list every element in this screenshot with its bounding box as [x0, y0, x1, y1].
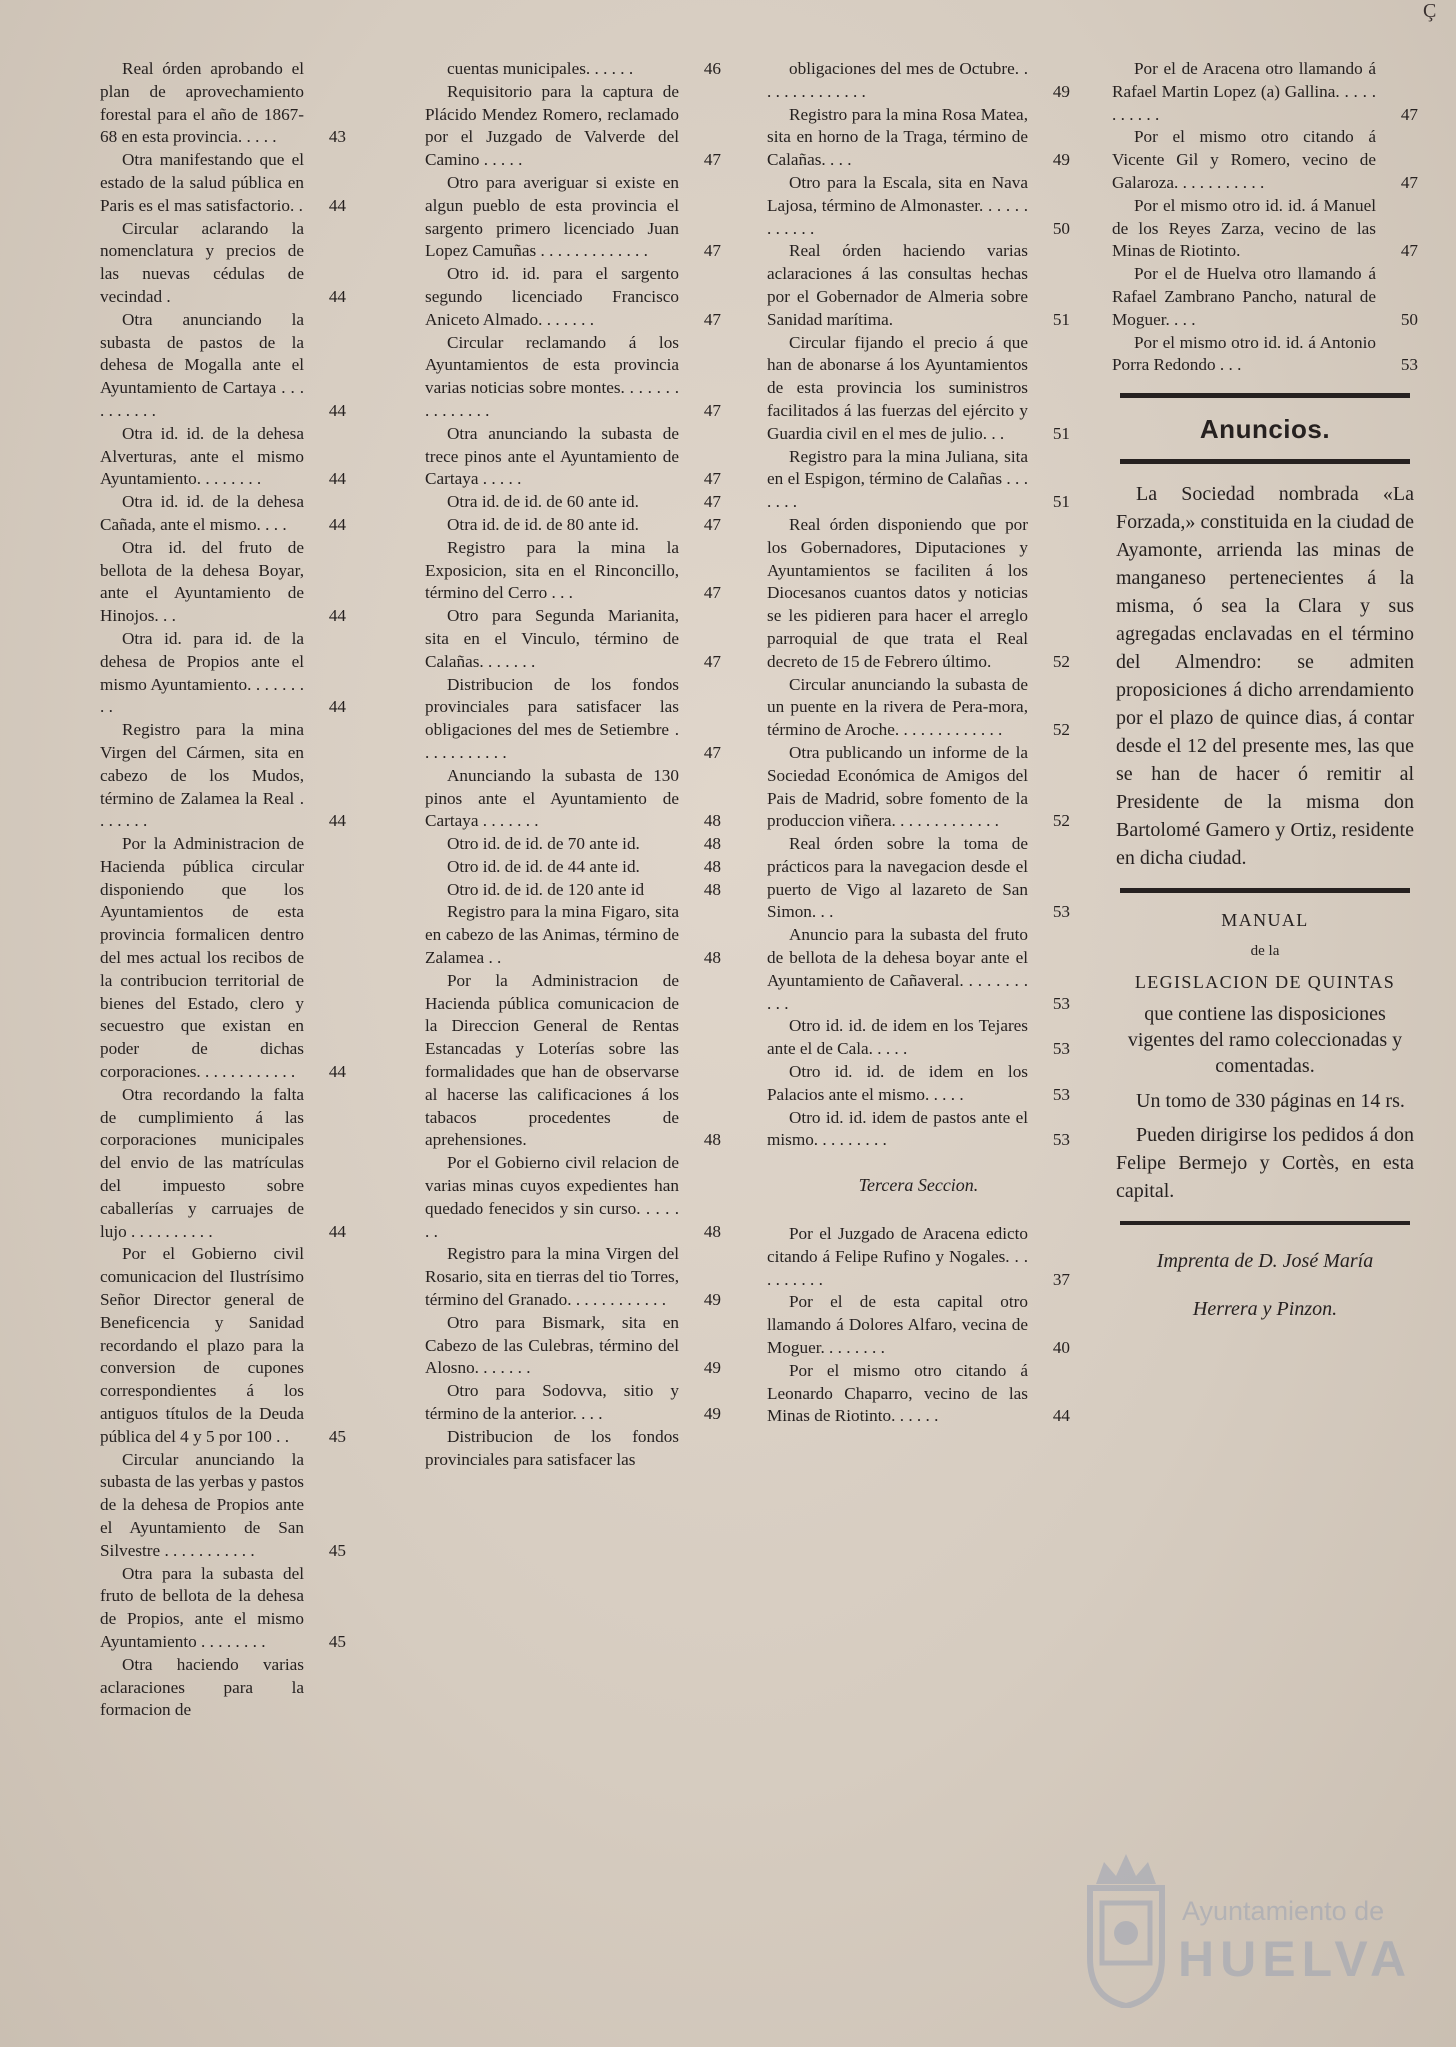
index-entry [1112, 195, 1418, 263]
divider [1120, 888, 1410, 893]
index-entry [767, 172, 1070, 240]
divider [1120, 1221, 1410, 1225]
entry-text: Otro id. de id. de 120 ante id [447, 879, 645, 899]
entry-page-number: 49 [703, 1358, 721, 1378]
section-title: Tercera Seccion. [858, 1175, 979, 1196]
entry-text: Por el mismo otro citando á Vicente Gil y Romero, vecino de Galaroza. . . . . . . . . . . [1112, 127, 1376, 192]
entry-text: cuentas municipales. . . . . . [447, 59, 634, 78]
entry-page-number: 47 [703, 469, 721, 489]
entry-text: Otro id. de id. de 44 ante id. [447, 856, 640, 876]
index-entry [767, 1291, 1070, 1359]
entry-page-number: 45 [328, 1426, 346, 1446]
entry-text: Otra anunciando la subasta de trece pinos ante el Ayuntamiento de Cartaya . . . . . [425, 423, 679, 489]
index-entry [425, 423, 721, 491]
index-entry [1112, 332, 1418, 378]
entry-page-number: 49 [1052, 81, 1070, 101]
entry-page-number: 45 [328, 1540, 346, 1560]
entry-page-number: 46 [703, 59, 721, 78]
entry-text: Otro para averiguar si existe en algun pueblo de esta provincia el sargento primero licenciado Juan Lopez Camuñas . . . . . . . . . . . . . [425, 172, 679, 261]
index-entry [425, 901, 721, 969]
index-entry [767, 833, 1070, 924]
index-entry [425, 263, 721, 331]
divider [1120, 459, 1410, 464]
manual-orders: Pueden dirigirse los pedidos á don Felipe Bermejo y Cortès, en esta capital. [1116, 1124, 1414, 1203]
entry-text: Requisitorio para la captura de Plácido Mendez Romero, reclamado por el Juzgado de Valverde del Camino . . . . . [425, 81, 679, 170]
entry-page-number: 51 [1052, 309, 1070, 329]
index-entry [425, 879, 721, 902]
entry-page-number: 44 [328, 1221, 346, 1241]
entry-text: Otro id. id. de idem en los Palacios ante el mismo. . . . . [767, 1062, 1028, 1104]
index-entry [767, 58, 1070, 104]
entry-text: Otra manifestando que el estado de la salud pública en Paris es el mas satisfactorio. . [100, 150, 304, 215]
entry-text: Registro para la mina la Exposicion, sita en el Rinconcillo, término del Cerro . . . [425, 537, 679, 603]
entry-page-number: 50 [1052, 218, 1070, 238]
index-entry [100, 719, 346, 833]
entry-page-number: 44 [328, 400, 346, 420]
index-entry [767, 332, 1070, 446]
anuncios-heading: Anuncios. [1199, 414, 1331, 445]
index-entry [767, 1061, 1070, 1107]
entry-page-number: 44 [328, 195, 346, 215]
entry-text: Por el de Aracena otro llamando á Rafael Martin Lopez (a) Gallina. . . . . . . . . . . [1112, 59, 1376, 124]
index-entry [767, 674, 1070, 742]
index-entry [425, 970, 721, 1152]
entry-page-number: 44 [328, 606, 346, 626]
entry-text: Circular anunciando la subasta de un puente en la rivera de Pera-mora, término de Aroche. . . . . . . . . . . . . [767, 674, 1028, 740]
index-entry [767, 514, 1070, 674]
entry-text: Por la Administracion de Hacienda pública comunicacion de la Direccion General de Rentas Estancadas y Loterías sobre las formalidades que han de observarse al hacerse las calificaciones á los tabacos procedentes de aprehensiones. [425, 970, 679, 1150]
entry-page-number: 53 [1052, 902, 1070, 922]
entry-page-number: 40 [1052, 1338, 1070, 1358]
imprenta-line-1: Imprenta de D. José María [1156, 1250, 1374, 1273]
entry-page-number: 50 [1400, 309, 1418, 329]
entry-page-number: 52 [1052, 720, 1070, 740]
entry-page-number: 51 [1052, 492, 1070, 512]
index-column-4 [1112, 58, 1418, 1329]
entry-text: Otro id. id. de idem en los Tejares ante el de Cala. . . . . [767, 1016, 1028, 1059]
index-entry [100, 833, 346, 1084]
entry-text: Circular reclamando á los Ayuntamientos de esta provincia varias noticias sobre montes. . . . . . . . . . . . . . . [425, 332, 679, 420]
index-entry [425, 58, 721, 81]
index-column-3 [767, 58, 1070, 1428]
entry-text: Otra id. de id. de 60 ante id. [447, 492, 639, 512]
entry-text: Otro id. id. para el sargento segundo licenciado Francisco Aniceto Almado. . . . . . . [425, 264, 679, 329]
index-entry [100, 1084, 346, 1244]
index-entry [425, 81, 721, 172]
anuncio-text: La Sociedad nombrada «La Forzada,» constituida en la ciudad de Ayamonte, arrienda las minas de manganeso pertenecientes á la misma, ó sea la Clara y sus agregadas enclavadas en el término del Almendro: se admiten proposiciones á dicho arrendamiento por el plazo de quince dias, á contar desde el 12 del presente mes, las que se han de hacer ó remitir al Presidente de la misma don Bartolomé Gamero y Ortiz, residente en dicha ciudad. [1116, 482, 1414, 869]
index-entry [425, 332, 721, 423]
entry-page-number: 47 [1400, 104, 1418, 124]
entry-page-number: 48 [703, 856, 721, 876]
entry-page-number: 47 [703, 309, 721, 329]
imprenta-line-2: Herrera y Pinzon. [1192, 1298, 1338, 1321]
watermark-line-2: HUELVA [1178, 1931, 1413, 1987]
entry-text: Registro para la mina Figaro, sita en cabezo de las Animas, término de Zalamea . . [425, 902, 679, 968]
entry-text: Otro para la Escala, sita en Nava Lajosa, término de Almonaster. . . . . . . . . . . . [767, 172, 1028, 238]
entry-page-number: 52 [1052, 811, 1070, 831]
entry-text: Por la Administracion de Hacienda pública circular disponiendo que los Ayuntamientos de esta provincia formalicen dentro del mes actual los recibos de la contribucion territorial de bienes del Estado, clero y secuestro que existan en poder de dichas corporaciones. . . . . . . . . . . . [100, 834, 304, 1082]
entry-page-number: 53 [1052, 1084, 1070, 1104]
entry-text: Circular aclarando la nomenclatura y precios de las nuevas cédulas de vecindad . [100, 218, 304, 306]
entry-text: Otro id. de id. de 70 ante id. [447, 834, 640, 854]
col3-entries-after [767, 1223, 1070, 1428]
entry-text: Otra anunciando la subasta de pastos de la dehesa de Mogalla ante el Ayuntamiento de Cartaya . . . . . . . . . . [100, 309, 304, 420]
index-entry [100, 149, 346, 217]
index-column-2 [425, 58, 721, 1471]
index-entry [425, 833, 721, 856]
entry-page-number: 37 [1052, 1269, 1070, 1289]
index-entry [425, 491, 721, 514]
entry-text: Otro para Segunda Marianita, sita en el Vinculo, término de Calañas. . . . . . . [425, 606, 679, 671]
index-entry [100, 537, 346, 628]
entry-page-number: 52 [1052, 651, 1070, 671]
entry-text: Otro para Sodovva, sitio y término de la anterior. . . . [425, 1381, 679, 1424]
index-entry [425, 1243, 721, 1311]
index-entry [100, 1449, 346, 1563]
entry-page-number: 47 [703, 492, 721, 512]
index-entry [425, 1152, 721, 1243]
index-entry [1112, 58, 1418, 126]
col3-entries [767, 58, 1070, 1152]
index-entry [425, 856, 721, 879]
entry-page-number: 44 [328, 697, 346, 717]
index-entry [767, 1015, 1070, 1061]
entry-page-number: 48 [703, 1130, 721, 1150]
divider [1120, 393, 1410, 398]
entry-page-number: 47 [1400, 172, 1418, 192]
index-entry [767, 742, 1070, 833]
index-entry [100, 1563, 346, 1654]
entry-text: Por el Gobierno civil comunicacion del Ilustrísimo Señor Director general de Beneficencia y Sanidad recordando el plazo para la conversion de cupones correspondientes á los antiguos títulos de la Deuda pública del 4 y 5 por 100 . . [100, 1244, 304, 1446]
entry-page-number: 48 [703, 1221, 721, 1241]
entry-page-number: 43 [328, 127, 346, 147]
entry-page-number: 44 [328, 811, 346, 831]
index-entry [425, 765, 721, 833]
entry-text: Otra publicando un informe de la Sociedad Económica de Amigos del Pais de Madrid, sobre fomento de la produccion viñera. . . . . . . . . . . . . [767, 742, 1028, 831]
entry-page-number: 51 [1052, 423, 1070, 443]
entry-text: Otro para Bismark, sita en Cabezo de las Culebras, término del Alosno. . . . . . . [425, 1312, 679, 1378]
entry-text: Registro para la mina Juliana, sita en el Espigon, término de Calañas . . . . . . . [767, 446, 1028, 512]
entry-text: Por el de esta capital otro llamando á Dolores Alfaro, vecina de Moguer. . . . . . . . [767, 1292, 1028, 1358]
entry-text: Circular anunciando la subasta de las yerbas y pastos de la dehesa de Propios ante el Ayuntamiento de San Silvestre . . . . . . . . . . . [100, 1449, 304, 1560]
col4-entries [1112, 58, 1418, 377]
manual-price: Un tomo de 330 páginas en 14 rs. [1136, 1090, 1405, 1113]
entry-page-number: 47 [703, 400, 721, 420]
index-entry [425, 1426, 721, 1472]
entry-page-number: 48 [703, 948, 721, 968]
entry-text: Otra id. id. de la dehesa Alverturas, ante el mismo Ayuntamiento. . . . . . . . [100, 423, 304, 489]
entry-text: Circular fijando el precio á que han de abonarse á los Ayuntamientos de esta provincia los suministros facilitados á las fuerzas del ejército y Guardia civil en el mes de julio. . . [767, 332, 1028, 443]
entry-page-number: 47 [703, 742, 721, 762]
entry-text: Distribucion de los fondos provinciales para satisfacer las [425, 1426, 679, 1469]
entry-text: Anuncio para la subasta del fruto de bellota de la dehesa boyar ante el Ayuntamiento de Cañaveral. . . . . . . . . . . [767, 925, 1028, 1013]
entry-page-number: 53 [1052, 1130, 1070, 1150]
entry-text: Por el mismo otro id. id. á Antonio Porra Redondo . . . [1112, 332, 1376, 375]
entry-page-number: 53 [1052, 993, 1070, 1013]
entry-text: Real órden disponiendo que por los Gobernadores, Diputaciones y Ayuntamientos se faciliten á los Diocesanos cuantos datos y noticias se les pidieren para hacer el arreglo parroquial de que trata el Real decreto de 15 de Febrero último. [767, 514, 1028, 671]
index-entry [767, 446, 1070, 514]
index-entry [100, 218, 346, 309]
entry-text: Anunciando la subasta de 130 pinos ante el Ayuntamiento de Cartaya . . . . . . . [425, 765, 679, 831]
manual-description: que contiene las disposiciones vigentes del ramo coleccionadas y comentadas. [1127, 1003, 1403, 1078]
index-column-1 [100, 58, 346, 1722]
index-entry [100, 423, 346, 491]
index-entry [100, 1654, 346, 1722]
entry-page-number: 53 [1400, 355, 1418, 375]
entry-text: Real órden aprobando el plan de aprovechamiento forestal para el año de 1867-68 en esta provincia. . . . . [100, 59, 304, 147]
entry-page-number: 44 [1052, 1406, 1070, 1426]
margin-marker: Ç [1423, 0, 1437, 22]
entry-text: Por el Juzgado de Aracena edicto citando á Felipe Rufino y Nogales. . . . . . . . . . [767, 1224, 1028, 1289]
entry-text: Distribucion de los fondos provinciales para satisfacer las obligaciones del mes de Setiembre . . . . . . . . . . . [425, 674, 679, 762]
index-entry [767, 1223, 1070, 1291]
entry-page-number: 47 [703, 514, 721, 534]
index-entry [767, 1107, 1070, 1153]
entry-page-number: 44 [328, 1062, 346, 1082]
entry-page-number: 44 [328, 469, 346, 489]
entry-page-number: 48 [703, 879, 721, 899]
index-entry [425, 674, 721, 765]
index-entry [767, 240, 1070, 331]
index-entry [100, 628, 346, 719]
index-entry [767, 1360, 1070, 1428]
entry-text: Real órden haciendo varias aclaraciones á las consultas hechas por el Gobernador de Almeria sobre Sanidad marítima. [767, 241, 1028, 329]
entry-text: Otra id. para id. de la dehesa de Propios ante el mismo Ayuntamiento. . . . . . . . . [100, 628, 304, 717]
index-entry [100, 491, 346, 537]
index-entry [425, 514, 721, 537]
entry-page-number: 48 [703, 811, 721, 831]
entry-text: Por el mismo otro citando á Leonardo Chaparro, vecino de las Minas de Riotinto. . . . . . [767, 1360, 1028, 1426]
entry-text: Registro para la mina Virgen del Rosario, sita en tierras del tio Torres, término del Granado. . . . . . . . . . . . [425, 1244, 679, 1310]
entry-text: Otra para la subasta del fruto de bellota de la dehesa de Propios, ante el mismo Ayuntamiento . . . . . . . . [100, 1563, 304, 1651]
entry-page-number: 44 [328, 514, 346, 534]
entry-page-number: 53 [1052, 1039, 1070, 1059]
entry-text: Por el mismo otro id. id. á Manuel de los Reyes Zarza, vecino de las Minas de Riotinto. [1112, 195, 1376, 261]
entry-text: Por el de Huelva otro llamando á Rafael Zambrano Pancho, natural de Moguer. . . . [1112, 264, 1376, 329]
index-entry [767, 104, 1070, 172]
entry-page-number: 49 [703, 1290, 721, 1310]
entry-text: Registro para la mina Virgen del Cármen, sita en cabezo de los Mudos, término de Zalamea la Real . . . . . . . [100, 720, 304, 831]
entry-text: obligaciones del mes de Octubre. . . . . . . . . . . . . . [767, 59, 1028, 101]
watermark-line-1: Ayuntamiento de [1182, 1896, 1385, 1926]
entry-text: Otra id. id. de la dehesa Cañada, ante el mismo. . . . [100, 492, 304, 534]
entry-text: Otro id. id. idem de pastos ante el mismo. . . . . . . . . [767, 1107, 1028, 1150]
manual-title: MANUAL [1221, 909, 1309, 930]
entry-text: Otra recordando la falta de cumplimiento á las corporaciones municipales del envio de las matrículas del impuesto sobre caballerías y carruajes de lujo . . . . . . . . . . [100, 1084, 304, 1241]
index-entry [100, 58, 346, 149]
index-entry [100, 1243, 346, 1448]
index-entry [767, 924, 1070, 1015]
index-entry [425, 1380, 721, 1426]
entry-page-number: 44 [328, 286, 346, 306]
entry-text: Real órden sobre la toma de prácticos para la navegacion desde el puerto de Vigo al lazareto de San Simon. . . [767, 834, 1028, 922]
entry-page-number: 47 [1400, 241, 1418, 261]
entry-page-number: 49 [703, 1404, 721, 1424]
manual-de-la: de la [1250, 942, 1280, 959]
entry-text: Otra id. del fruto de bellota de la dehesa Boyar, ante el Ayuntamiento de Hinojos. . . [100, 537, 304, 626]
entry-text: Registro para la mina Rosa Matea, sita en horno de la Traga, término de Calañas. . . . [767, 104, 1028, 170]
index-entry [1112, 263, 1418, 331]
index-entry [425, 172, 721, 263]
entry-page-number: 49 [1052, 150, 1070, 170]
entry-page-number: 47 [703, 583, 721, 603]
entry-page-number: 47 [703, 150, 721, 170]
entry-page-number: 48 [703, 834, 721, 854]
index-entry [100, 309, 346, 423]
index-entry [1112, 126, 1418, 194]
manual-subtitle: LEGISLACION DE QUINTAS [1134, 971, 1396, 992]
crest-icon [1082, 1848, 1170, 2008]
watermark [1082, 1848, 1422, 2018]
entry-text: Otra id. de id. de 80 ante id. [447, 514, 639, 534]
entry-text: Por el Gobierno civil relacion de varias minas cuyos expedientes han quedado fenecidos y sin curso. . . . . . . [425, 1153, 679, 1241]
index-entry [425, 605, 721, 673]
index-entry [425, 537, 721, 605]
entry-page-number: 47 [703, 241, 721, 261]
entry-text: Otra haciendo varias aclaraciones para la formacion de [100, 1654, 304, 1720]
index-entry [425, 1312, 721, 1380]
entry-page-number: 45 [328, 1631, 346, 1651]
entry-page-number: 47 [703, 651, 721, 671]
